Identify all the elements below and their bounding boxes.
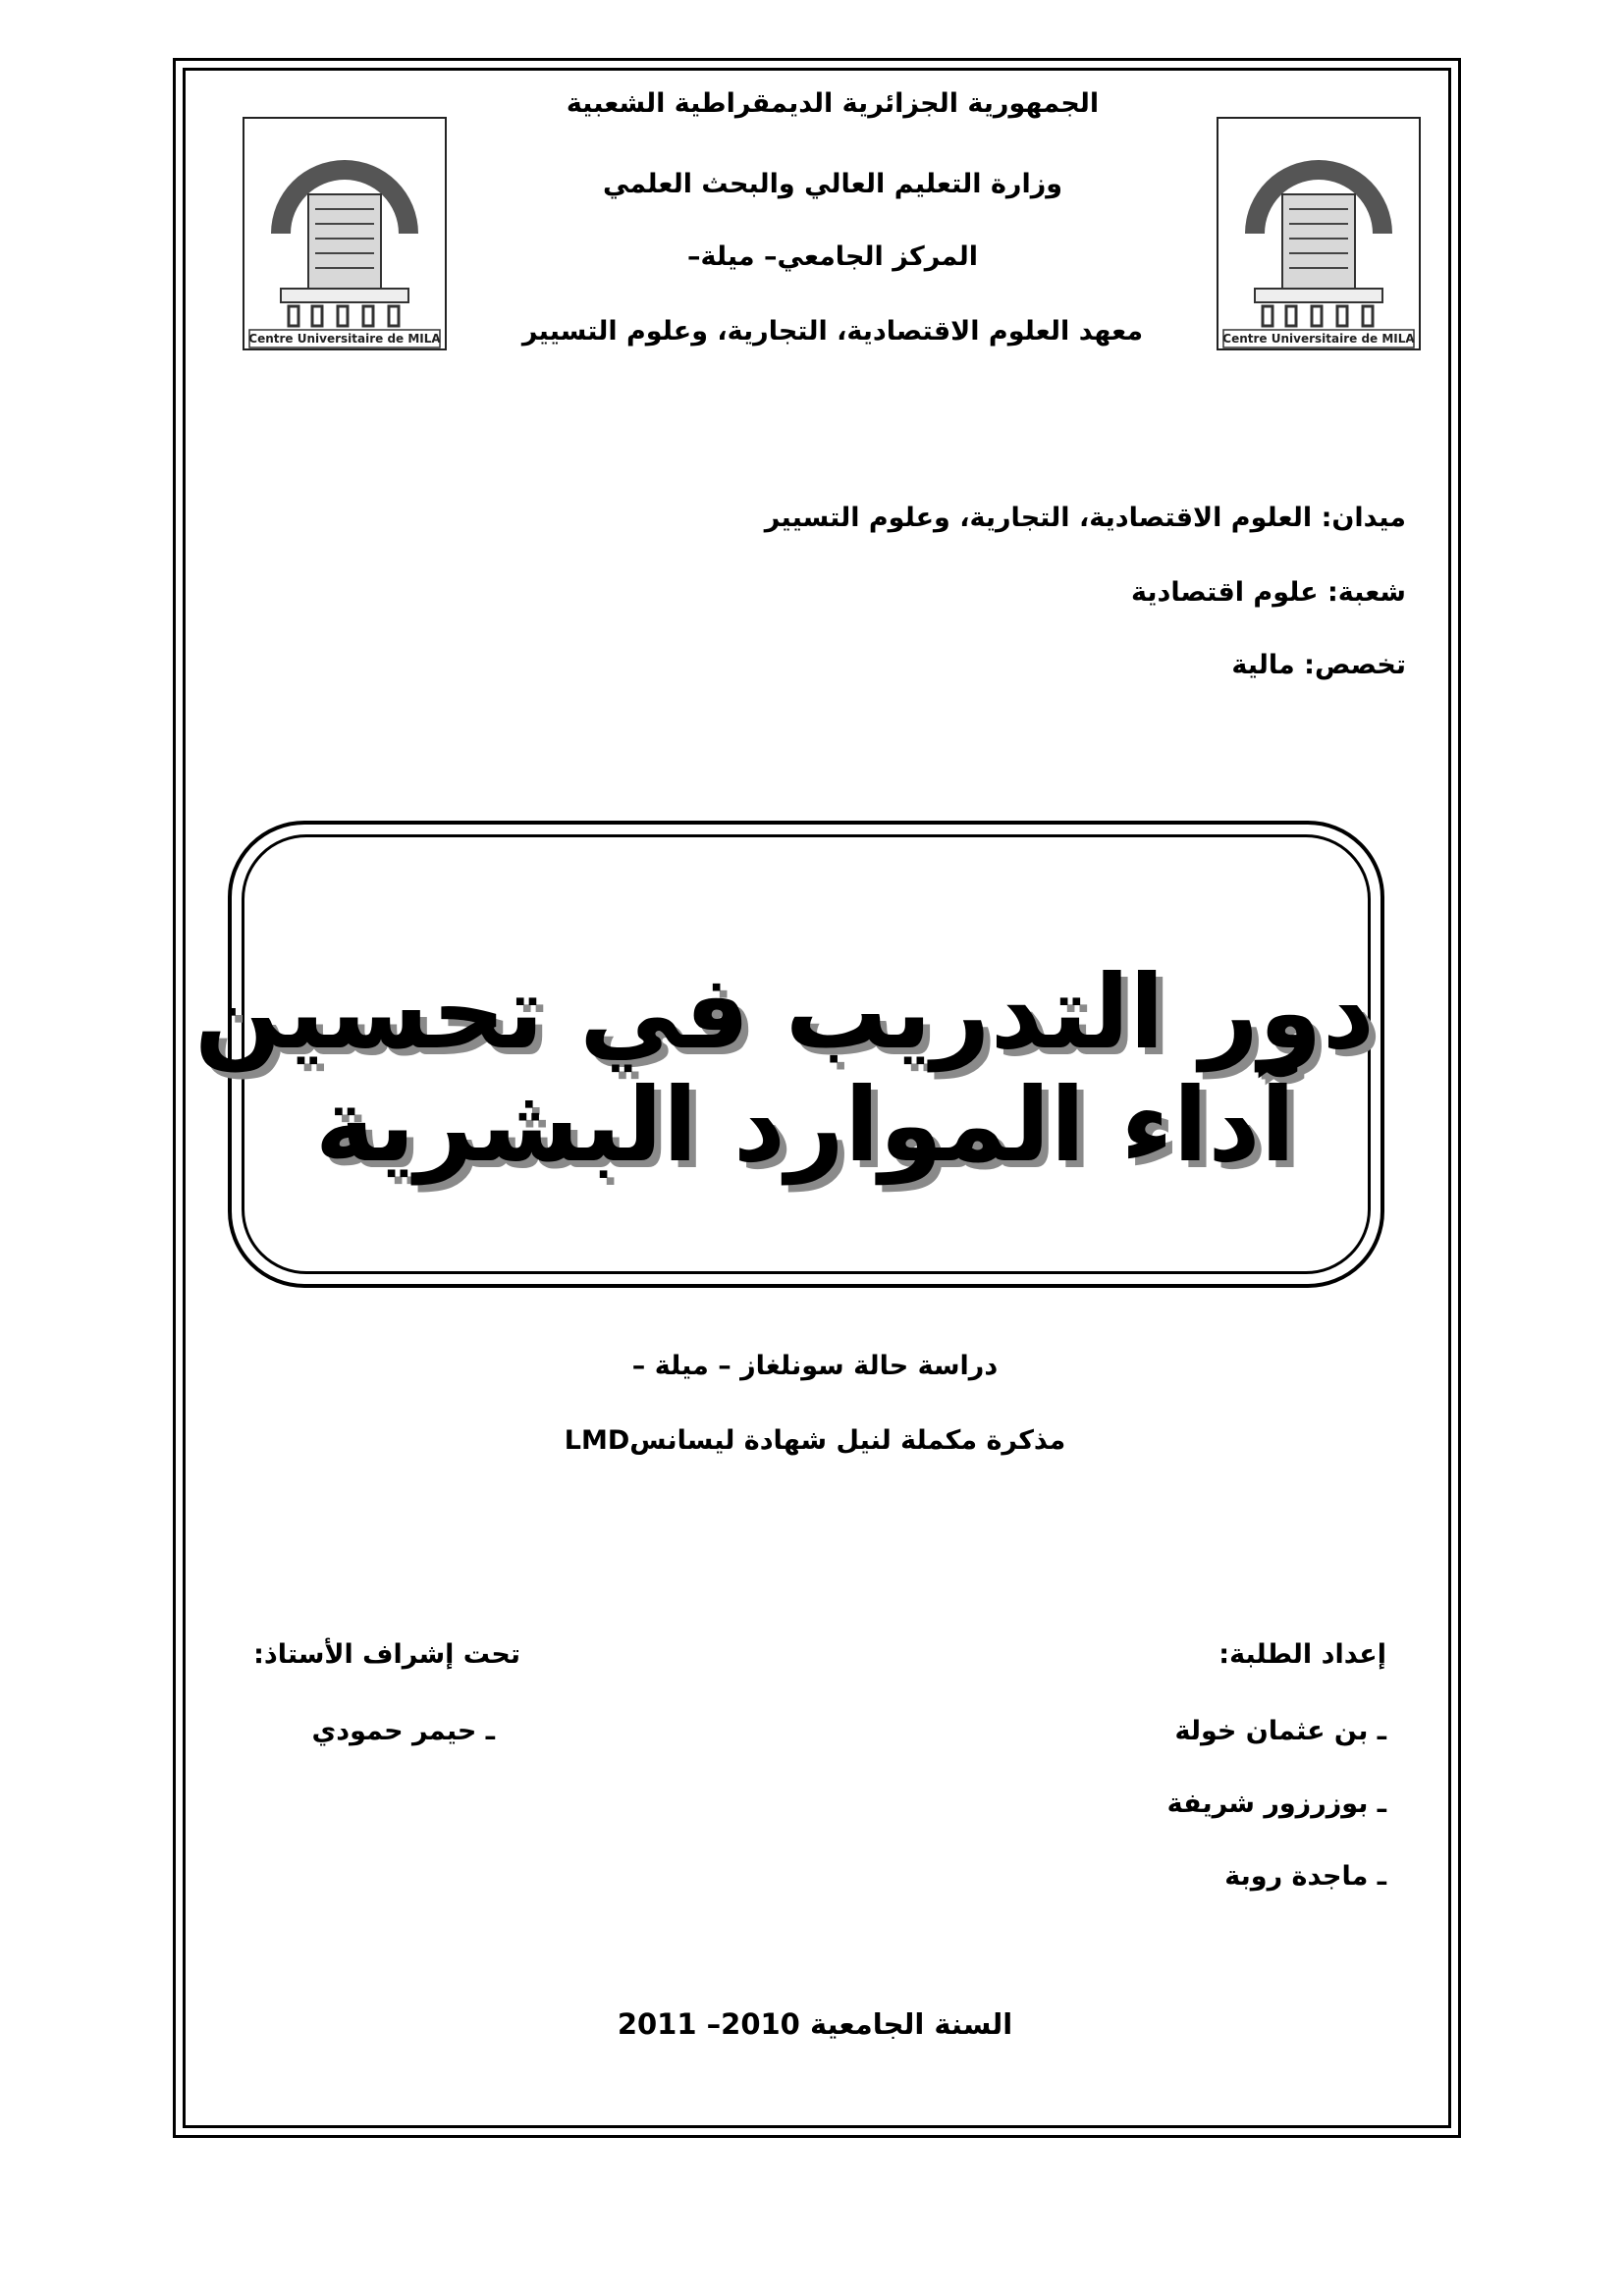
field-specialty: تخصص: مالية — [1231, 650, 1406, 680]
field-branch: شعبة: علوم اقتصادية — [1130, 577, 1406, 608]
academic-year: السنة الجامعية 2010– 2011 — [617, 2007, 1013, 2041]
student-name: ـ ماجدة روبة — [1224, 1861, 1386, 1892]
title-line-2: آداء الموارد البشرية — [314, 1065, 1296, 1185]
supervisor-name: ـ حيمر حمودي — [311, 1716, 495, 1746]
logo-caption: Centre Universitaire de MILA — [248, 332, 441, 346]
header-center: المركز الجامعي– ميلة– — [687, 241, 978, 272]
student-name: ـ بوزرزور شريفة — [1166, 1789, 1386, 1819]
header-ministry: وزارة التعليم العالي والبحث العلمي — [602, 169, 1063, 199]
degree-note: مذكرة مكملة لنيل شهادة ليسانسLMD — [564, 1425, 1066, 1456]
university-logo-left — [242, 116, 448, 351]
logo-caption: Centre Universitaire de MILA — [1222, 332, 1415, 346]
title-line-1: دور التدريب في تحسين — [194, 952, 1375, 1072]
university-logo-right — [1216, 116, 1422, 351]
study-case: دراسة حالة سونلغاز – ميلة – — [631, 1351, 999, 1381]
student-name: ـ بن عثمان خولة — [1174, 1716, 1386, 1746]
supervisor-label: تحت إشراف الأستاذ: — [253, 1639, 520, 1670]
students-label: إعداد الطلبة: — [1218, 1639, 1386, 1670]
field-domain: ميدان: العلوم الاقتصادية، التجارية، وعلوم التسيير — [764, 503, 1406, 533]
header-institute: معهد العلوم الاقتصادية، التجارية، وعلوم التسيير — [521, 316, 1144, 347]
header-republic: الجمهورية الجزائرية الديمقراطية الشعبية — [566, 88, 1100, 119]
